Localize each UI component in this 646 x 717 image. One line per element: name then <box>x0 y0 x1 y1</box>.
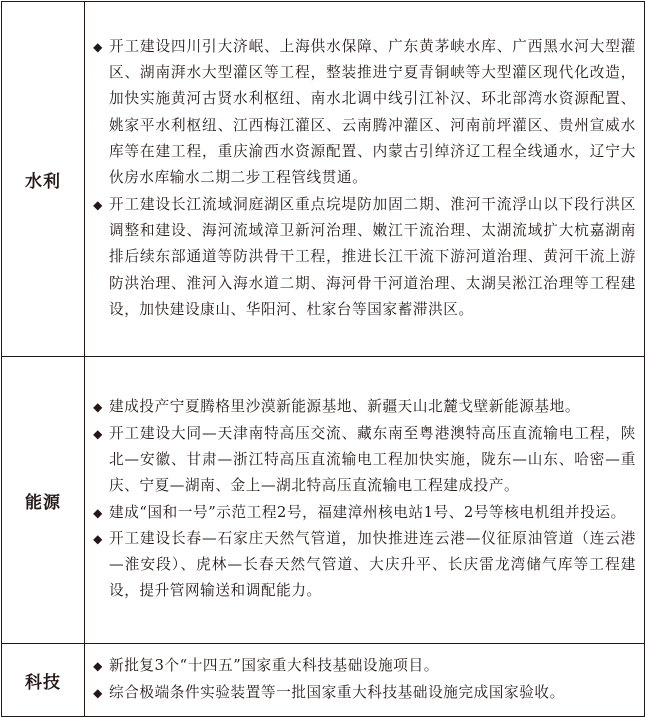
diamond-bullet-icon: ◆ <box>93 659 103 674</box>
diamond-bullet-icon: ◆ <box>93 197 103 212</box>
list-item <box>87 394 636 420</box>
list-item <box>87 680 636 706</box>
category-cell: 科技 <box>2 644 85 717</box>
list-item <box>87 526 636 605</box>
item-text: 建成“国和一号”示范工程2号，福建漳州核电站1号、2号等核电机组并投运。 <box>109 503 626 521</box>
list-item <box>87 653 636 679</box>
table-row <box>2 357 645 644</box>
items-cell <box>85 2 645 357</box>
diamond-bullet-icon: ◆ <box>93 531 103 546</box>
category-cell: 能源 <box>2 357 85 644</box>
table-row <box>2 2 645 357</box>
category-cell: 水利 <box>2 2 85 357</box>
items-cell <box>85 644 645 717</box>
table-row <box>2 644 645 717</box>
items-cell <box>85 357 645 644</box>
diamond-bullet-icon: ◆ <box>93 39 103 54</box>
item-text: 新批复3个“十四五”国家重大科技基础设施项目。 <box>109 657 439 675</box>
diamond-bullet-icon: ◆ <box>93 505 103 520</box>
diamond-bullet-icon: ◆ <box>93 400 103 415</box>
infrastructure-table <box>1 1 645 717</box>
list-item <box>87 500 636 526</box>
list-item <box>87 421 636 500</box>
list-item <box>87 192 636 323</box>
item-text: 开工建设长江流域洞庭湖区重点垸堤防加固二期、淮河干流浮山以下段行洪区调整和建设、海河流域漳卫新河治理、嫩江干流治理、太湖流域扩大杭嘉湖南排后续东部通道等防洪骨干工程，推进长江干流下游河道治理、黄河干流上游防洪治理、淮河入海水道二期、海河骨干河道治理、太湖吴淞江治理等工程建设，加快建设康山、华阳河、杜家台等国家蓄滞洪区。 <box>109 195 636 318</box>
item-text: 综合极端条件实验装置等一批国家重大科技基础设施完成国家验收。 <box>109 683 565 701</box>
diamond-bullet-icon: ◆ <box>93 426 103 441</box>
item-text: 开工建设长春—石家庄天然气管道，加快推进连云港—仪征原油管道（连云港—淮安段）、虎林—长春天然气管道、大庆升平、长庆雷龙湾储气库等工程建设，提升管网输送和调配能力。 <box>109 529 636 600</box>
diamond-bullet-icon: ◆ <box>93 685 103 700</box>
item-text: 建成投产宁夏腾格里沙漠新能源基地、新疆天山北麓戈壁新能源基地。 <box>109 398 581 416</box>
list-item <box>87 34 636 192</box>
item-text: 开工建设四川引大济岷、上海供水保障、广东黄茅峡水库、广西黑水河大型灌区、湖南湃水大型灌区等工程，整装推进宁夏青铜峡等大型灌区现代化改造，加快实施黄河古贤水利枢纽、南水北调中线引江补汉、环北部湾水资源配置、姚家平水利枢纽、江西梅江灌区、云南腾冲灌区、河南前坪灌区、贵州宣威水库等在建工程，重庆渝西水资源配置、内蒙古引绰济辽工程全线通水，辽宁大伙房水库输水二期二步工程管线贯通。 <box>109 37 636 187</box>
item-text: 开工建设大同—天津南特高压交流、藏东南至粤港澳特高压直流输电工程，陕北—安徽、甘肃—浙江特高压直流输电工程加快实施，陇东—山东、哈密—重庆、宁夏—湖南、金上—湖北特高压直流输电工程建成投产。 <box>109 424 636 495</box>
